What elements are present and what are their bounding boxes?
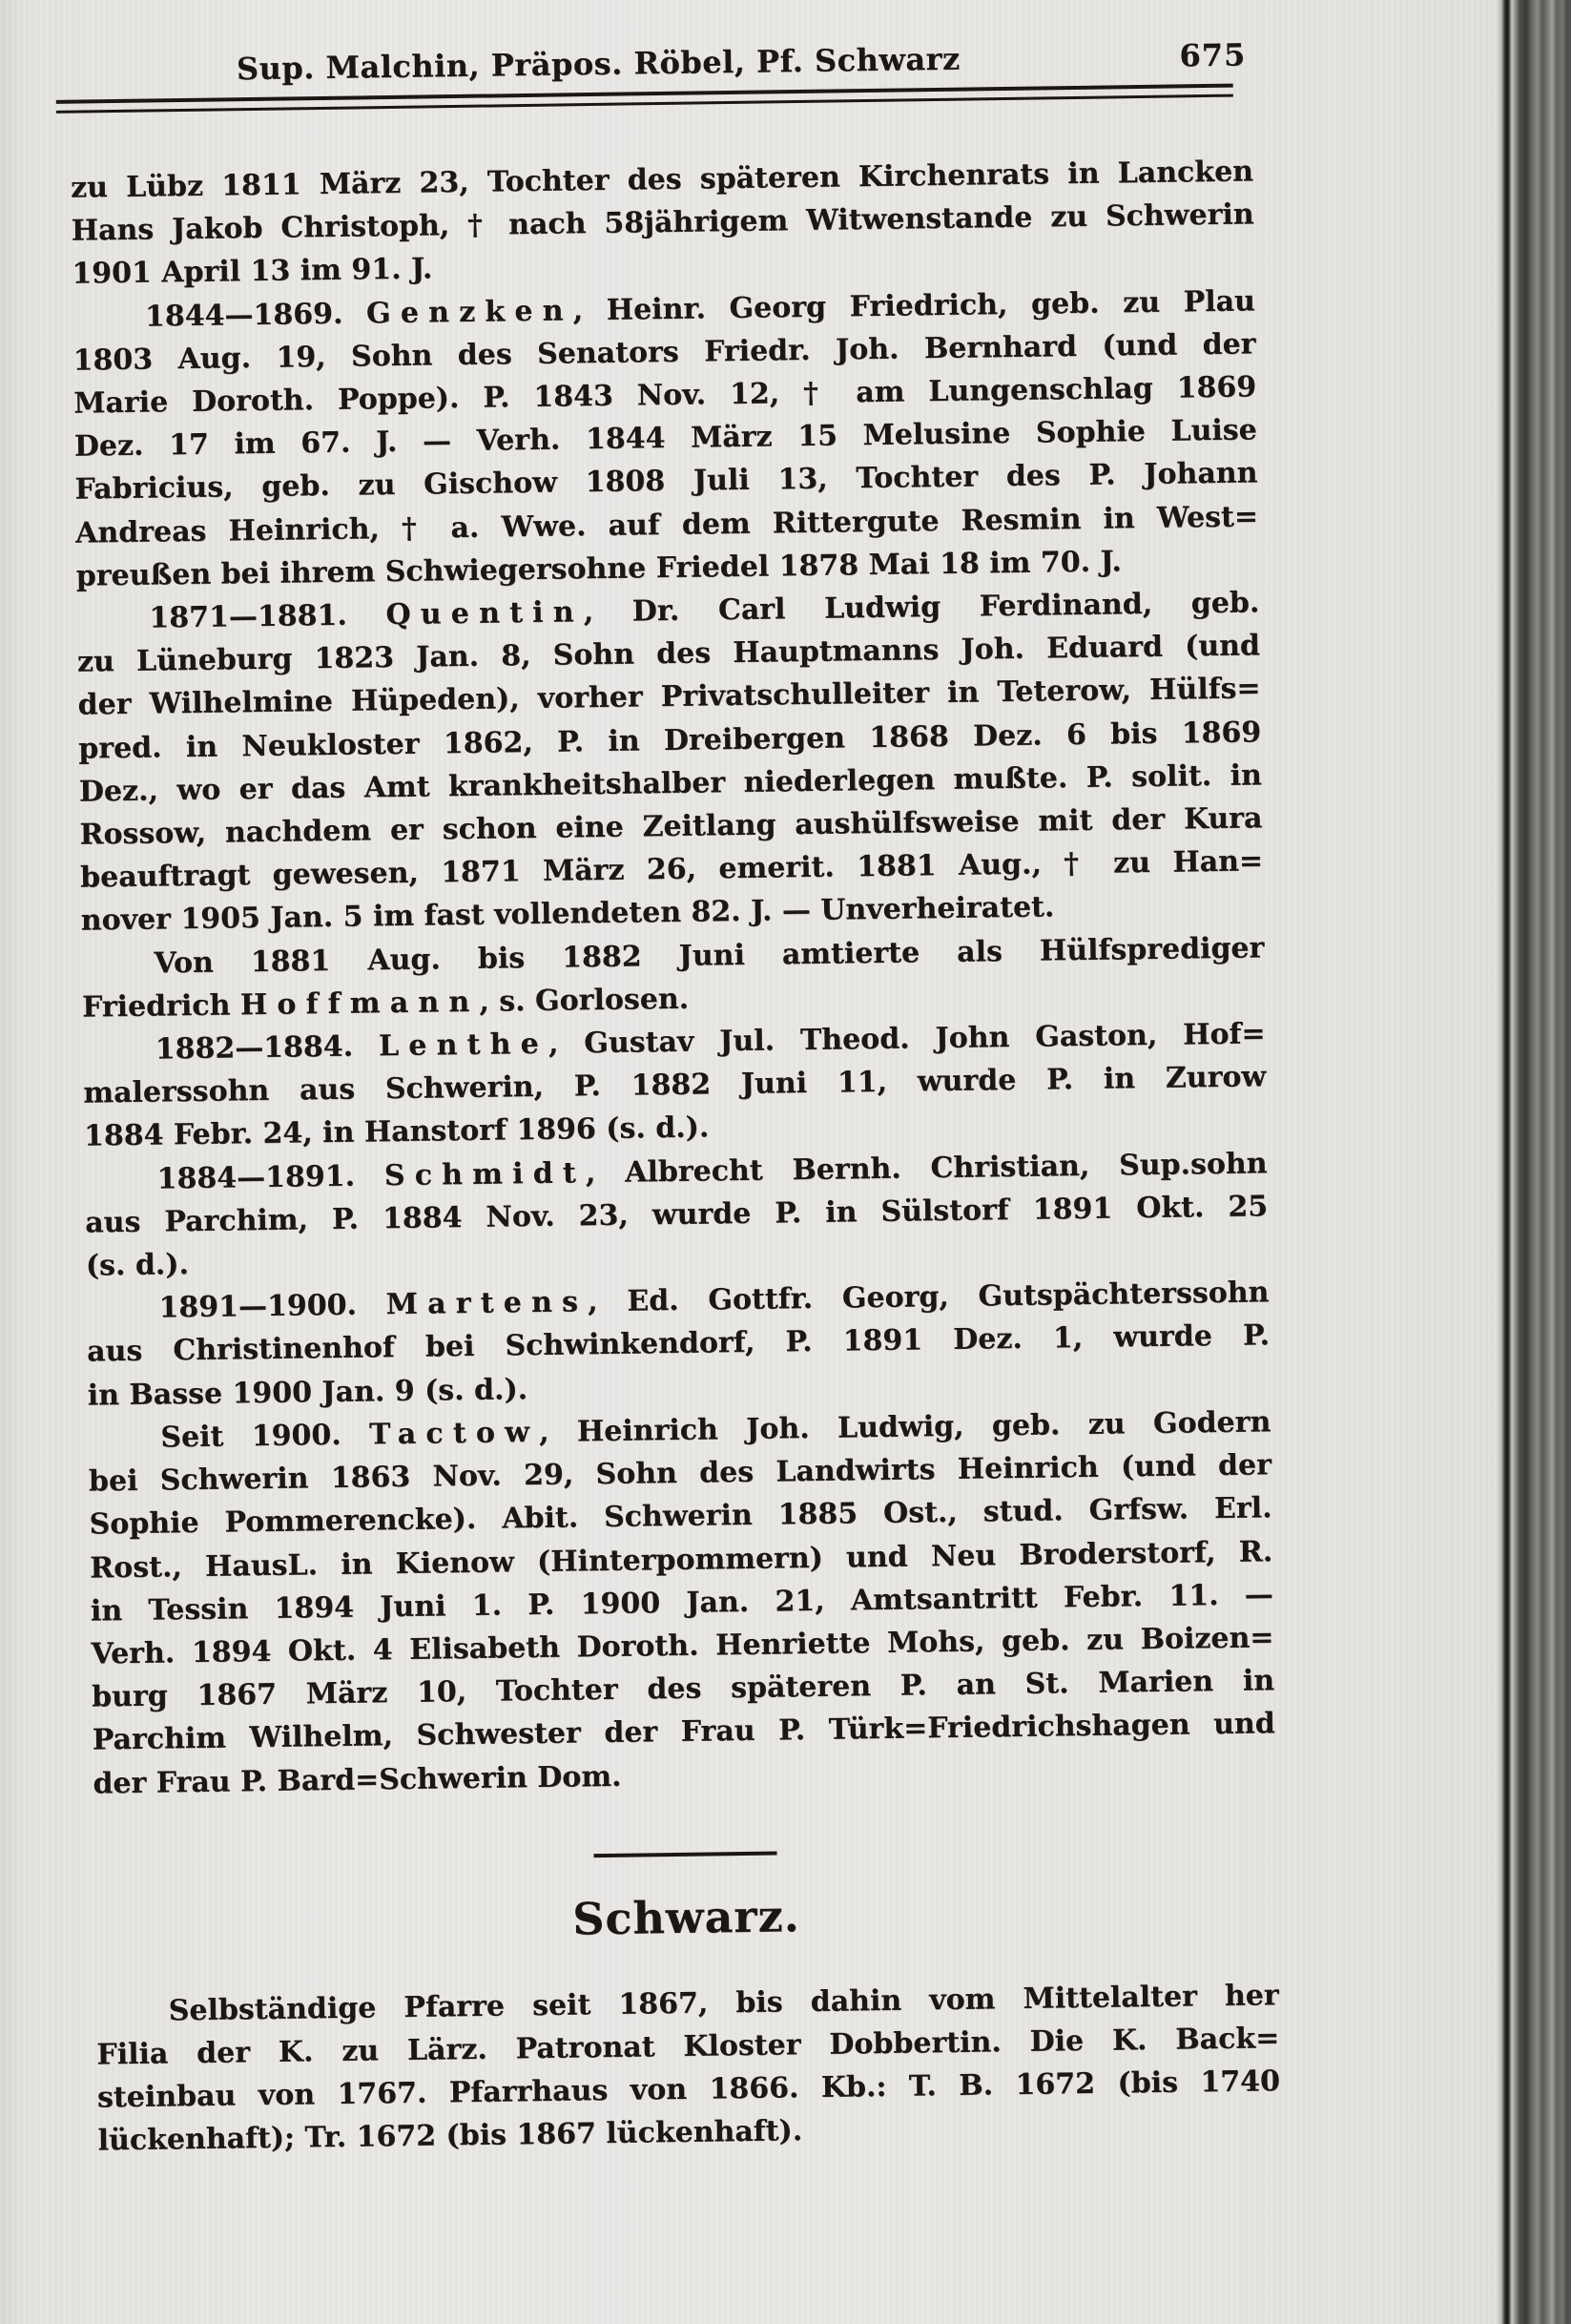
- text-run: Parchim Wilhelm, Schwester der Frau P. Türk=Friedrichshagen und: [92, 1707, 1275, 1757]
- text-run: Selbständige Pfarre seit 1867, bis dahin vom Mittelalter her: [168, 1978, 1279, 2028]
- text-run: Sophie Pommerencke). Abit. Schwerin 1885 Ost., stud. Grfsw. Erl.: [89, 1491, 1272, 1542]
- text-run: malerssohn aus Schwerin, P. 1882 Juni 11, wurde P. in Zurow: [83, 1060, 1267, 1110]
- text-run: , s. Gorlosen.: [479, 982, 690, 1019]
- text-run: 1803 Aug. 19, Sohn des Senators Friedr. Joh. Bernhard (und der: [72, 327, 1256, 378]
- text-run: steinbau von 1767. Pfarrhaus von 1866. Kb.: T. B. 1672 (bis 1740: [96, 2065, 1281, 2115]
- text-run: 1844—1869.: [144, 296, 367, 334]
- text-run: aus Christinenhof bei Schwinkendorf, P. 1891 Dez. 1, wurde P.: [86, 1318, 1271, 1370]
- text-run: in Basse 1900 Jan. 9 (s. d.).: [87, 1372, 528, 1413]
- text-run: Friedrich: [81, 988, 241, 1025]
- section-divider: [594, 1851, 777, 1857]
- paragraph: [95, 1974, 1280, 2163]
- text-run: , Gustav Jul. Theod. John Gaston, Hof=: [548, 1017, 1266, 1061]
- spaced-surname: Quentin: [385, 595, 584, 633]
- paragraph: [76, 581, 1264, 943]
- running-header: [69, 33, 1251, 92]
- text-run: burg 1867 März 10, Tochter des späteren P. an St. Marien in: [91, 1664, 1275, 1714]
- section-heading: Schwarz.: [571, 1889, 801, 1945]
- text-run: Andreas Heinrich, † a. Wwe. auf dem Rittergute Resmin in West=: [74, 499, 1259, 550]
- text-run: (s. d.).: [85, 1248, 190, 1283]
- paragraph: [82, 1012, 1267, 1158]
- text-run: pred. in Neukloster 1862, P. in Dreibergen 1868 Dez. 6 bis 1869: [78, 715, 1262, 766]
- text-run: , Heinr. Georg Friedrich, geb. zu Plau: [572, 283, 1256, 327]
- text-run: beauftragt gewesen, 1871 März 26, emerit. 1881 Aug., † zu Han=: [79, 844, 1264, 895]
- text-run: bei Schwerin 1863 Nov. 29, Sohn des Landwirts Heinrich (und der: [88, 1448, 1272, 1499]
- paragraph: [86, 1271, 1271, 1417]
- text-run: 1871—1881.: [149, 598, 386, 635]
- text-run: , Heinrich Joh. Ludwig, geb. zu Godern: [538, 1405, 1271, 1449]
- spaced-surname: Schmidt: [383, 1155, 587, 1193]
- text-run: 1884—1891.: [156, 1158, 385, 1196]
- text-run: Dez. 17 im 67. J. — Verh. 1844 März 15 Melusine Sophie Luise: [73, 413, 1257, 464]
- text-run: Hans Jakob Christoph, † nach 58jährigem Witwenstande zu Schwerin: [71, 197, 1254, 248]
- text-run: , Dr. Carl Ludwig Ferdinand, geb.: [583, 586, 1260, 630]
- spaced-surname: Lenthe: [378, 1027, 549, 1064]
- spaced-surname: Martens: [385, 1285, 589, 1322]
- text-run: der Frau P. Bard=Schwerin Dom.: [93, 1759, 622, 1800]
- spaced-surname: Genzken: [365, 293, 573, 330]
- page-content: [69, 33, 1281, 2163]
- text-run: zu Lüneburg 1823 Jan. 8, Sohn des Hauptmanns Joh. Eduard (und: [76, 629, 1261, 679]
- text-run: zu Lübz 1811 März 23, Tochter des späteren Kirchenrats in Lancken: [70, 155, 1254, 205]
- page-number: 675: [1179, 36, 1247, 74]
- spaced-surname: Tactow: [368, 1415, 540, 1452]
- body-text: [71, 150, 1276, 1805]
- section-text: [95, 1974, 1280, 2163]
- text-run: Von 1881 Aug. bis 1882 Juni amtierte als Hülfsprediger: [154, 930, 1265, 981]
- paragraph: [71, 150, 1255, 296]
- text-run: Filia der K. zu Lärz. Patronat Kloster Dobbertin. Die K. Back=: [96, 2022, 1280, 2072]
- text-run: preußen bei ihrem Schwiegersohne Friedel 1878 Mai 18 im 70. J.: [75, 545, 1123, 593]
- running-title: Sup. Malchin, Präpos. Röbel, Pf. Schwarz: [236, 40, 961, 88]
- text-run: Fabricius, geb. zu Gischow 1808 Juli 13, Tochter des P. Johann: [74, 456, 1258, 508]
- text-run: 1901 April 13 im 91. J.: [72, 252, 433, 292]
- text-run: lückenhaft); Tr. 1672 (bis 1867 lückenhaft).: [97, 2114, 803, 2158]
- text-run: 1891—1900.: [158, 1288, 386, 1325]
- text-run: in Tessin 1894 Juni 1. P. 1900 Jan. 21, Amtsantritt Febr. 11. —: [90, 1577, 1274, 1629]
- spaced-surname: Hoffmann: [239, 985, 480, 1023]
- text-run: Rost., HausL. in Kienow (Hinterpommern) und Neu Broderstorf, R.: [90, 1534, 1273, 1585]
- text-run: aus Parchim, P. 1884 Nov. 23, wurde P. in Sülstorf 1891 Okt. 25: [84, 1190, 1269, 1240]
- paragraph: [81, 926, 1265, 1029]
- text-run: 1884 Febr. 24, in Hanstorf 1896 (s. d.).: [83, 1110, 710, 1154]
- paragraph: [84, 1142, 1269, 1288]
- text-run: Marie Doroth. Poppe). P. 1843 Nov. 12, † am Lungenschlag 1869: [72, 370, 1257, 421]
- paragraph: [88, 1401, 1276, 1805]
- text-run: Rossow, nachdem er schon eine Zeitlang aushülfsweise mit der Kura: [79, 801, 1263, 852]
- text-run: nover 1905 Jan. 5 im fast vollendeten 82. J. — Unverheiratet.: [80, 890, 1055, 939]
- text-run: Verh. 1894 Okt. 4 Elisabeth Doroth. Henriette Mohs, geb. zu Boizen=: [91, 1621, 1274, 1671]
- paragraph: [72, 280, 1259, 598]
- text-run: , Albrecht Bernh. Christian, Sup.sohn: [585, 1146, 1268, 1190]
- scan-edge-band: [1497, 0, 1571, 2324]
- text-run: Dez., wo er das Amt krankheitshalber niederlegen mußte. P. solit. in: [78, 758, 1263, 809]
- text-run: Seit 1900.: [160, 1418, 370, 1455]
- text-run: 1882—1884.: [155, 1029, 380, 1067]
- text-run: , Ed. Gottfr. Georg, Gutspächterssohn: [587, 1276, 1270, 1319]
- text-run: der Wilhelmine Hüpeden), vorher Privatschulleiter in Teterow, Hülfs=: [77, 672, 1261, 723]
